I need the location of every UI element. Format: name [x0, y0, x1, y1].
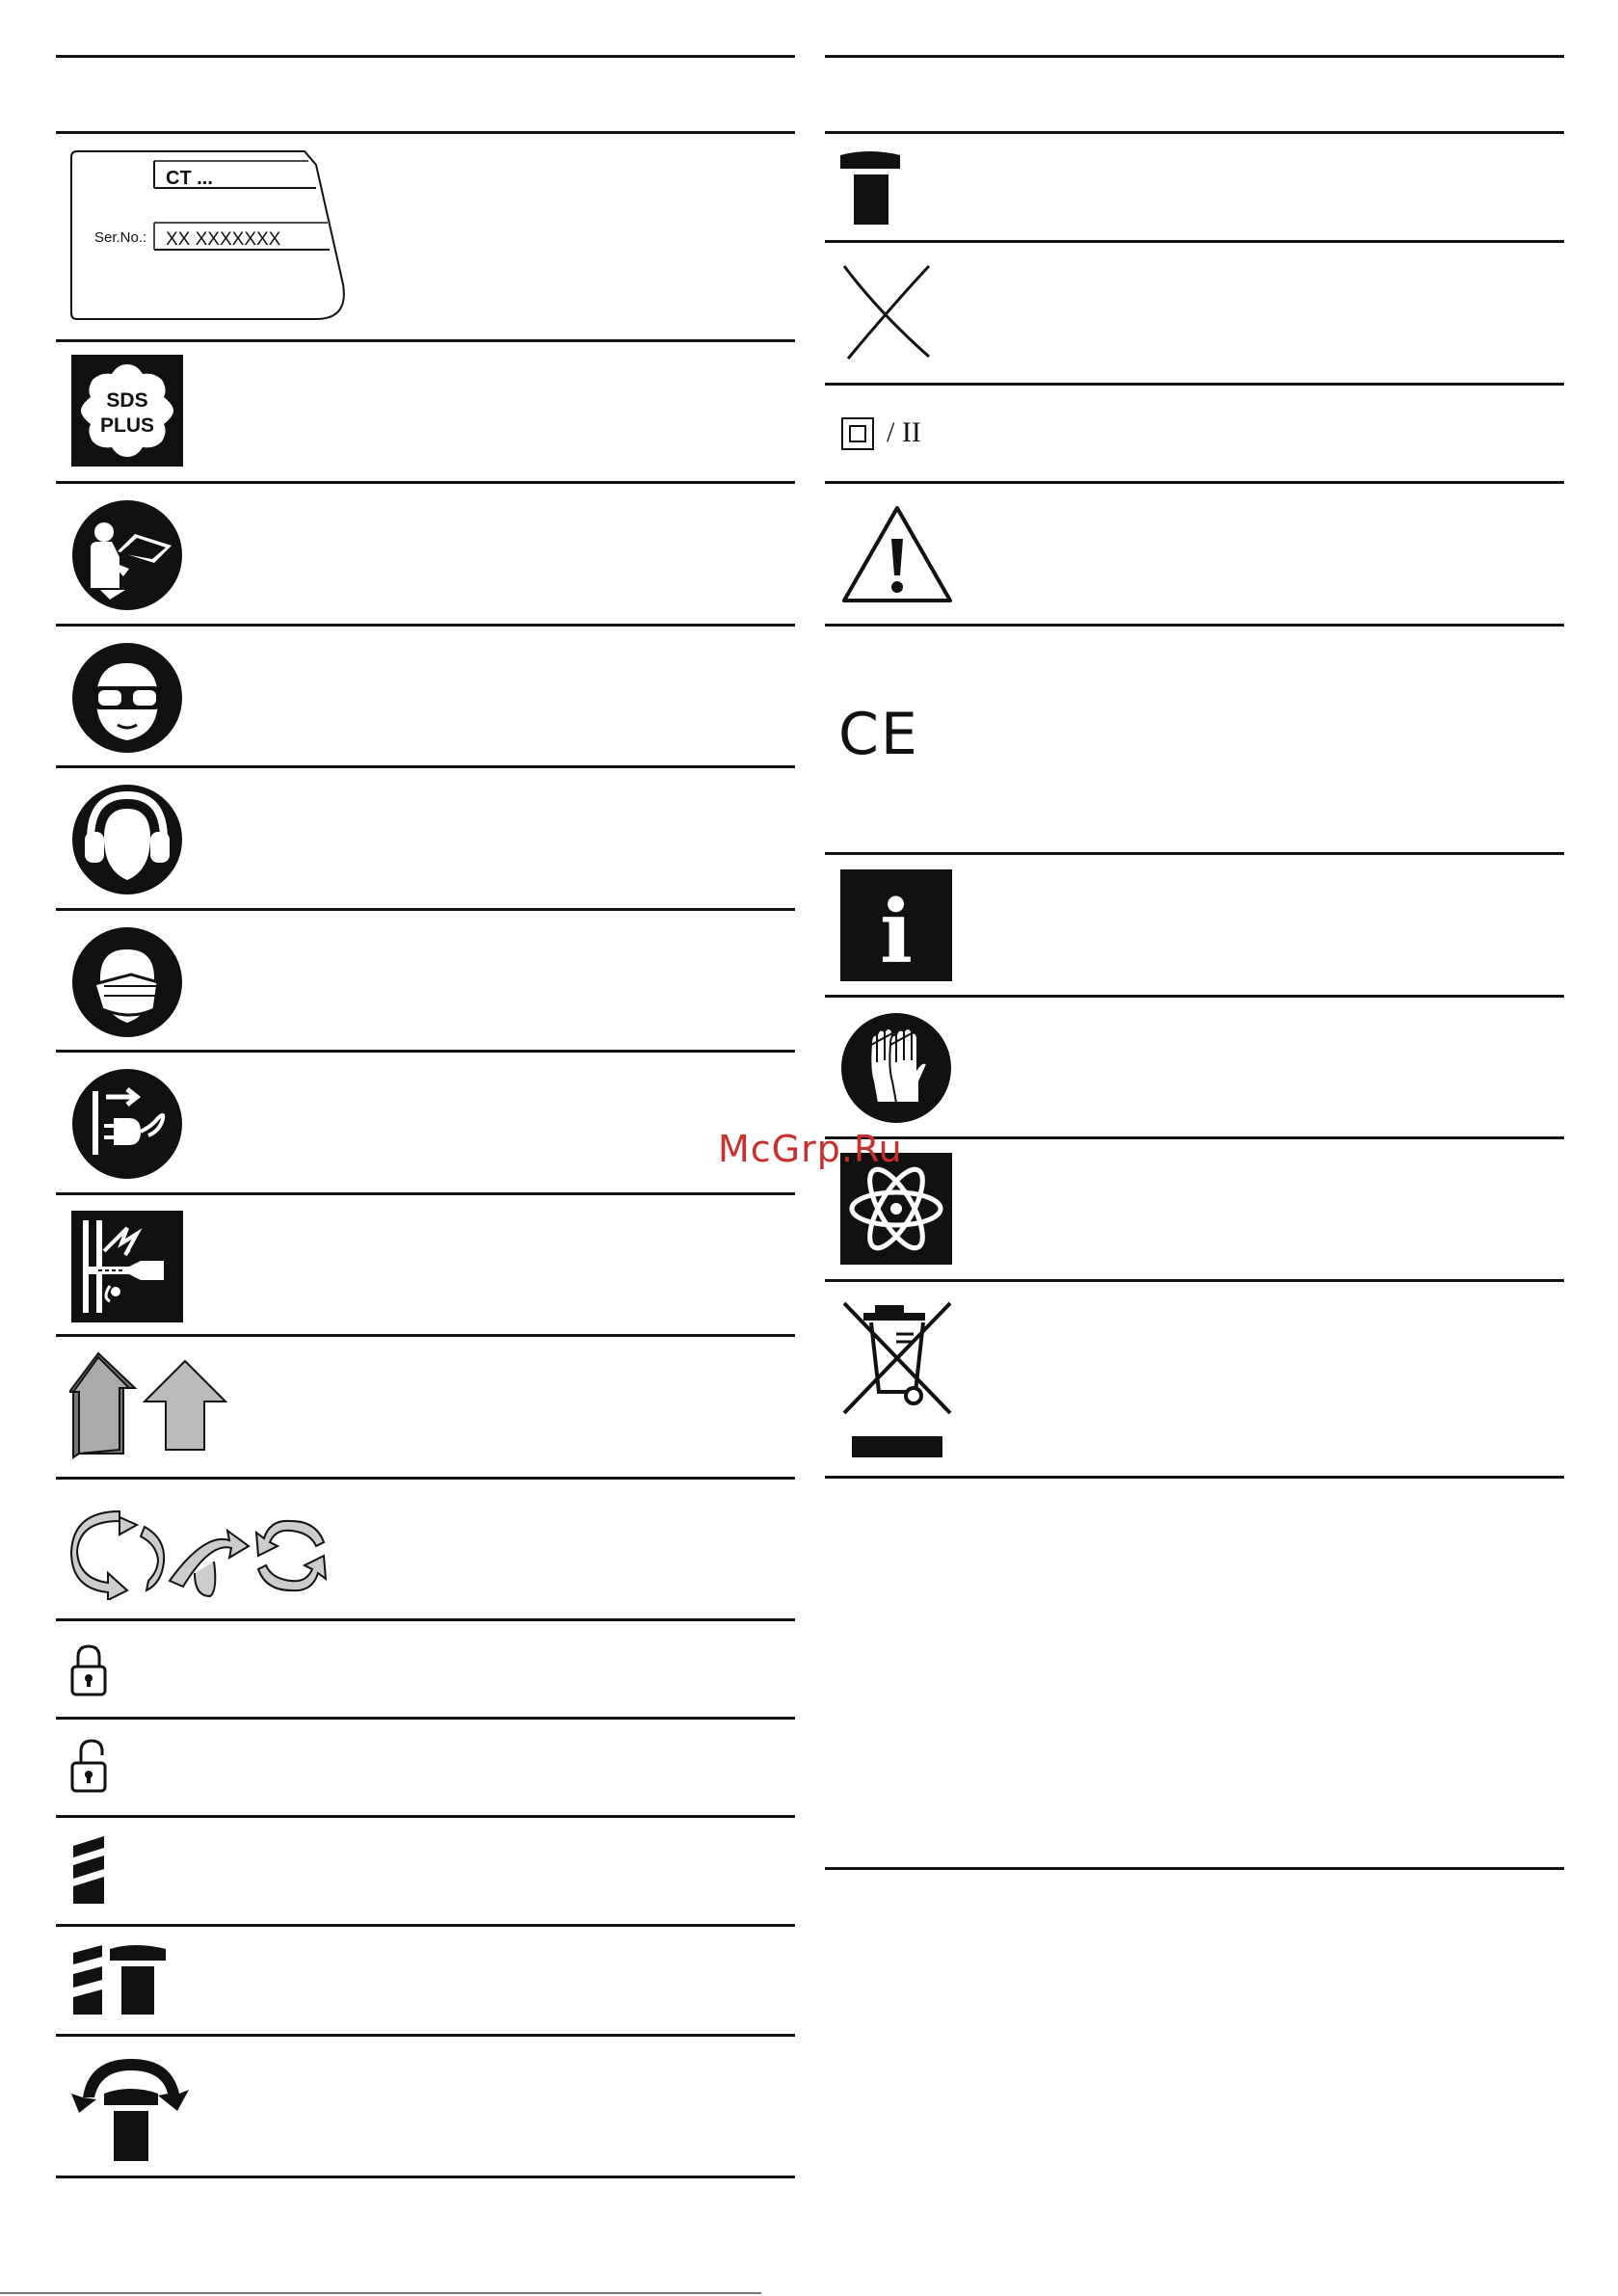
- hidden-wires-hazard-icon: [71, 1211, 183, 1322]
- warning-icon: [840, 504, 954, 604]
- right-header-top-rule: [825, 55, 1564, 58]
- chisel-rotation-icon: [69, 2051, 195, 2163]
- divider: [56, 481, 795, 484]
- protection-class-text: / II: [887, 416, 921, 448]
- divider: [56, 1477, 795, 1480]
- unplug-icon: [71, 1068, 183, 1180]
- lock-icon: [69, 1643, 108, 1697]
- divider: [56, 765, 795, 768]
- plate-serial-value: XX XXXXXXX: [166, 229, 281, 250]
- divider: [825, 624, 1564, 627]
- unlock-icon: [69, 1738, 112, 1794]
- drilling-mode-icon: [71, 1836, 106, 1906]
- chisel-mode-icon: [840, 149, 900, 227]
- divider: [56, 1618, 795, 1621]
- divider: [56, 1815, 795, 1818]
- divider: [825, 1136, 1564, 1139]
- protection-class-ii-icon: [840, 416, 875, 451]
- watermark: McGrp.Ru: [718, 1128, 903, 1170]
- rating-plate-icon: [69, 149, 349, 323]
- read-manual-icon: [71, 499, 183, 611]
- rotation-arrows-icon: [69, 1504, 368, 1600]
- plate-serial-label: Ser.No.:: [94, 229, 147, 246]
- divider: [825, 1476, 1564, 1479]
- divider: [825, 240, 1564, 243]
- divider: [56, 624, 795, 627]
- cross-x-icon: [840, 260, 937, 362]
- page-bottom-edge: [0, 2292, 761, 2294]
- gloves-icon: [840, 1012, 952, 1124]
- divider: [825, 995, 1564, 998]
- divider: [56, 2176, 795, 2178]
- plate-model-text: CT ...: [166, 168, 213, 189]
- divider: [825, 481, 1564, 484]
- respiratory-protection-icon: [71, 926, 183, 1038]
- sds-plus-icon: [71, 355, 183, 467]
- plus-text: PLUS: [99, 414, 155, 437]
- divider: [825, 383, 1564, 386]
- divider: [825, 852, 1564, 855]
- weee-crossed-bin-icon: [840, 1299, 954, 1459]
- divider: [56, 1050, 795, 1053]
- divider: [56, 908, 795, 911]
- divider: [56, 1192, 795, 1195]
- divider: [56, 339, 795, 342]
- ear-protection-icon: [71, 784, 183, 895]
- hammer-drilling-mode-icon: [71, 1943, 168, 2016]
- divider: [825, 1867, 1564, 1870]
- info-letter: i: [879, 881, 914, 981]
- divider: [56, 1924, 795, 1927]
- divider: [56, 1334, 795, 1337]
- sds-text: SDS: [106, 389, 148, 412]
- left-header-bottom-rule: [56, 131, 795, 134]
- ce-mark: CE: [838, 701, 919, 768]
- divider: [825, 1279, 1564, 1282]
- left-header-top-rule: [56, 55, 795, 58]
- info-icon: [840, 869, 952, 981]
- divider: [56, 2034, 795, 2037]
- divider: [56, 1717, 795, 1720]
- direction-arrows-icon: [69, 1349, 233, 1465]
- eye-protection-icon: [71, 642, 183, 754]
- right-header-bottom-rule: [825, 131, 1564, 134]
